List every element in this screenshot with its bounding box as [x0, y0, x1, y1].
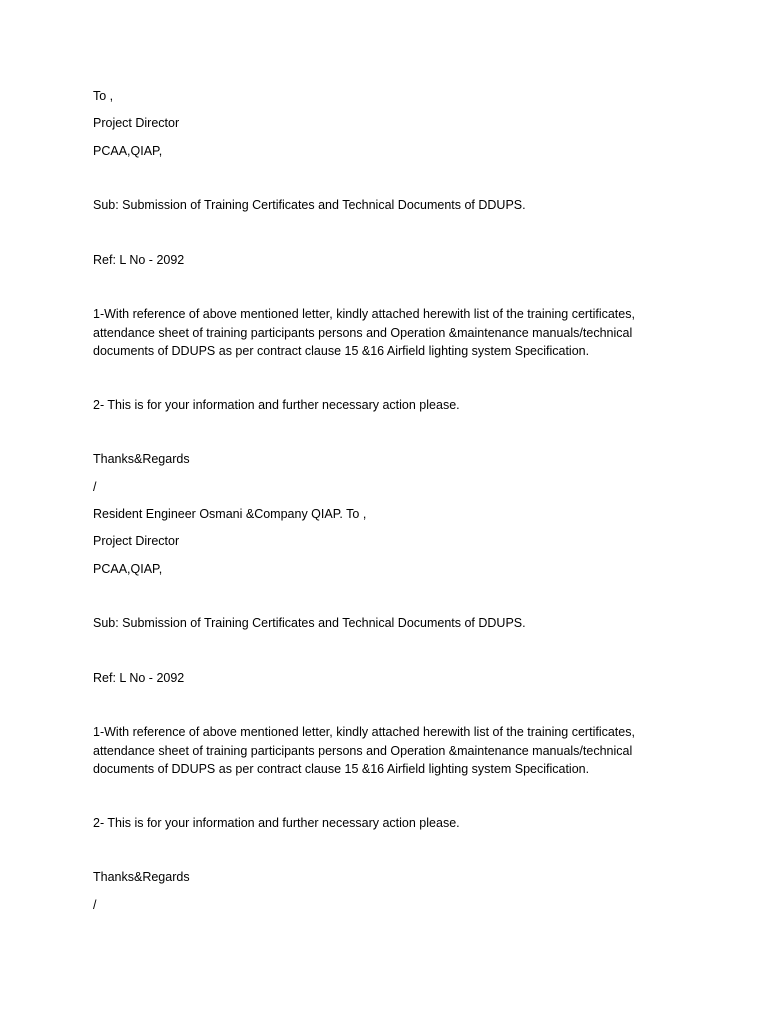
body-paragraph-1: [93, 723, 693, 779]
signature-line: Resident Engineer Osmani &Company QIAP. To ,: [93, 507, 367, 521]
paragraph-line: attendance sheet of training participants persons and Operation &maintenance manuals/technical: [93, 743, 633, 758]
subject-line: Sub: Submission of Training Certificates and Technical Documents of DDUPS.: [93, 198, 526, 212]
recipient-title: Project Director: [93, 116, 180, 130]
recipient-org: PCAA,QIAP,: [93, 562, 163, 576]
paragraph-line: 1-With reference of above mentioned letter, kindly attached herewith list of the training certificates,: [93, 307, 635, 321]
slash-mark: /: [93, 480, 97, 494]
body-paragraph-2: 2- This is for your information and further necessary action please.: [93, 816, 460, 830]
recipient-org: PCAA,QIAP,: [93, 144, 163, 158]
salutation: To ,: [93, 89, 114, 103]
closing: Thanks&Regards: [93, 870, 190, 884]
paragraph-line: documents of DDUPS as per contract clause 15 &16 Airfield lighting system Specification.: [93, 762, 590, 776]
subject-line: Sub: Submission of Training Certificates and Technical Documents of DDUPS.: [93, 616, 526, 630]
slash-mark: /: [93, 898, 97, 912]
recipient-title: Project Director: [93, 534, 180, 548]
closing: Thanks&Regards: [93, 452, 190, 466]
body-paragraph-2: 2- This is for your information and further necessary action please.: [93, 398, 460, 412]
reference-line: Ref: L No - 2092: [93, 253, 185, 267]
paragraph-line: documents of DDUPS as per contract clause 15 &16 Airfield lighting system Specification.: [93, 344, 590, 358]
body-paragraph-1: [93, 305, 693, 361]
paragraph-line: 1-With reference of above mentioned letter, kindly attached herewith list of the training certificates,: [93, 725, 635, 739]
paragraph-line: attendance sheet of training participants persons and Operation &maintenance manuals/technical: [93, 325, 633, 340]
reference-line: Ref: L No - 2092: [93, 671, 185, 685]
